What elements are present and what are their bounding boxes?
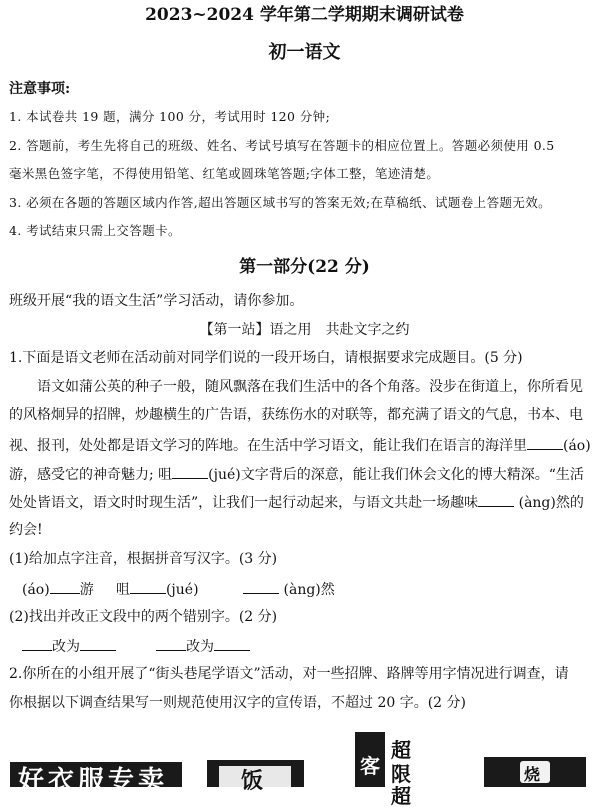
sign-text: 好衣服专卖	[18, 766, 169, 796]
answer-blank	[478, 492, 514, 507]
signboard-photo-4	[484, 757, 586, 787]
exam-subtitle: 初一语文	[268, 42, 341, 63]
station-title: 【第一站】语之用 共赴文字之约	[199, 322, 410, 338]
q1-passage-line-1: 语文如蒲公英的种子一般，随风飘落在我们生活中的各个角落。没步在街道上，你所看见	[37, 379, 583, 395]
notes-item-2: 2. 答题前，考生先将自己的班级、姓名、考试号填写在答题卡的相应位置上。答题必须使用 0.5	[9, 138, 555, 153]
pinyin-hint: (áo)	[563, 438, 591, 454]
q1-sub1: (1)给加点字注音，根据拼音写汉字。(3 分)	[9, 551, 278, 567]
q1-passage-line-3	[9, 435, 591, 455]
q1-sub1-answers	[22, 579, 335, 599]
answer-blank	[80, 636, 116, 651]
notes-heading: 注意事项:	[9, 81, 71, 97]
q1-passage-line-4	[9, 464, 584, 484]
answer-blank	[50, 579, 80, 594]
pinyin-hint: (jué)	[165, 582, 199, 598]
sign-text: 超	[391, 784, 411, 808]
sign-text: 限	[391, 762, 411, 786]
answer-blank	[172, 464, 208, 479]
answer-blank	[243, 579, 279, 594]
q1-passage-text: 然的	[555, 495, 584, 511]
q1-passage-text: 视、报刊，处处都是语文学习的阵地。在生活中学习语文，能让我们在语言的海洋里	[9, 438, 527, 454]
q1-passage-line-6: 约会!	[9, 522, 43, 538]
answer-label: 改为	[52, 639, 80, 655]
part1-intro: 班级开展“我的语文生活”学习活动，请你参加。	[9, 293, 304, 309]
answer-label: 游	[79, 582, 94, 598]
exam-title: 2023~2024 学年第二学期期末调研试卷	[145, 5, 464, 25]
signboard-photo-2	[207, 760, 304, 794]
answer-blank	[527, 435, 563, 450]
sign-text: 烧	[524, 765, 541, 784]
answer-blank	[22, 636, 52, 651]
q1-passage-line-2: 的风格炯异的招牌，炒趣横生的广告语，获练伤水的对联等，都充满了语文的气息，书本、电	[9, 407, 583, 423]
pinyin-hint: (àng)	[518, 495, 556, 511]
pinyin-hint: (jué)	[208, 467, 241, 483]
pinyin-hint: (àng)然	[283, 582, 335, 598]
pinyin-hint: (áo)	[22, 582, 50, 598]
signboard-photo-3	[355, 732, 423, 808]
sign-text: 饭	[241, 769, 264, 794]
q1-sub2-answers	[22, 636, 250, 656]
notes-item-2-cont: 毫米黑色签字笔，不得使用铅笔、红笔或圆珠笔答题;字体工整，笔迹清楚。	[9, 166, 440, 181]
q1-stem: 1.下面是语文老师在活动前对同学们说的一段开场白，请根据要求完成题目。(5 分)	[9, 350, 523, 366]
answer-label: 改为	[186, 639, 215, 655]
q1-passage-line-5	[9, 492, 584, 512]
q2-line-1: 2.你所在的小组开展了“街头巷尾学语文”活动，对一些招牌、路牌等用字情况进行调查，请	[9, 666, 569, 682]
signboard-photo-1	[10, 752, 182, 796]
q1-passage-text: 文字背后的深意，能让我们休会文化的博大精深。“生活	[240, 467, 584, 483]
q1-passage-text: 游，感受它的神奇魅力; 咀	[9, 467, 173, 483]
sign-text: 客	[360, 754, 380, 778]
notes-item-3: 3. 必须在各题的答题区域内作答,超出答题区域书写的答案无效;在草稿纸、试题卷上答题无效。	[9, 195, 552, 210]
notes-item-4: 4. 考试结束只需上交答题卡。	[9, 223, 181, 238]
notes-item-1: 1. 本试卷共 19 题，满分 100 分，考试用时 120 分钟;	[9, 109, 331, 124]
answer-blank	[156, 636, 186, 651]
answer-label: 咀	[115, 582, 130, 598]
sign-text: 超	[391, 738, 411, 762]
q1-sub2: (2)找出并改正文段中的两个错别字。(2 分)	[9, 609, 278, 625]
answer-blank	[214, 636, 250, 651]
q2-line-2: 你根据以下调查结果写一则规范使用汉字的宣传语，不超过 20 字。(2 分)	[9, 695, 466, 711]
q1-passage-text: 处处皆语文，语文时时现生活”，让我们一起行动起来，与语文共赴一场趣味	[9, 495, 479, 511]
answer-blank	[130, 579, 166, 594]
part1-heading: 第一部分(22 分)	[239, 257, 370, 277]
